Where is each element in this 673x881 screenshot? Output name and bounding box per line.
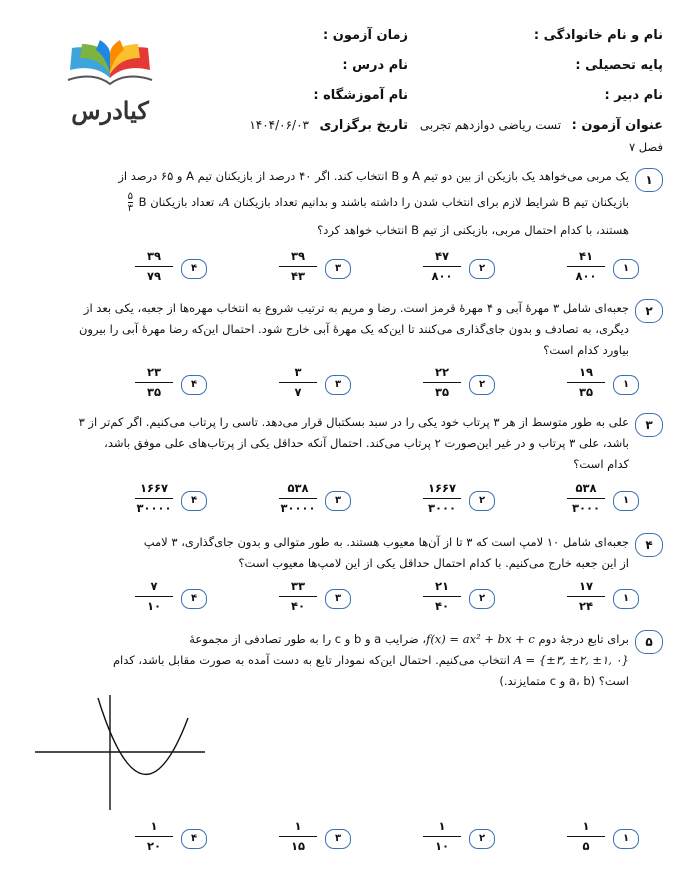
fraction-bar (567, 266, 605, 267)
fraction-bar (135, 498, 173, 499)
option-fraction (421, 578, 463, 615)
option-fraction (133, 248, 175, 285)
question-1-variable-a: A (221, 195, 230, 209)
option-2-1[interactable] (559, 364, 639, 404)
option-badge: ۴ (181, 589, 207, 609)
option-5-2[interactable] (415, 818, 495, 858)
question-1-line-2-end: ، تعداد بازیکنان B (138, 195, 222, 209)
option-4-1[interactable] (559, 578, 639, 618)
course-label: نام درس : (342, 58, 408, 73)
fraction-numerator: ۳ (294, 365, 302, 379)
school-label: نام آموزشگاه : (313, 88, 408, 103)
fraction-denominator: ۱۰ (434, 839, 450, 854)
question-number-2: ۲ (635, 299, 663, 323)
option-badge: ۱ (613, 829, 639, 849)
option-badge: ۱ (613, 375, 639, 395)
fraction-denominator: ۴۰ (434, 599, 450, 614)
option-fraction (565, 480, 607, 517)
fraction-denominator: ۴۳ (290, 269, 306, 284)
fraction-denominator: ۲۴ (578, 599, 594, 614)
exam-title-label: عنوان آزمون : (571, 118, 663, 133)
option-fraction (277, 818, 319, 855)
question-1-line-1: یک مربی می‌خواهد یک بازیکن از بین دو تیم A و B انتخاب کند. اگر ۴۰ درصد از بازیکنان تیم A و ۶۵ درصد از (118, 169, 629, 183)
question-5-line-1 (31, 629, 629, 650)
question-5-line-2-text: انتخاب می‌کنیم. احتمال این‌که نمودار تابع به دست آمده به صورت مقابل باشد، کدام (112, 653, 510, 667)
question-4-line-1: جعبه‌ای شامل ۱۰ لامپ است که ۳ تا از آن‌ها معیوب هستند. به طور متوالی و بدون جای‌گذاری، ۳ لامپ (143, 535, 629, 549)
option-3-4[interactable] (127, 480, 207, 520)
fraction-bar (567, 382, 605, 383)
question-5-line-2 (31, 650, 629, 671)
fraction-denominator: ۸۰۰ (431, 269, 453, 284)
fraction-numerator: ۱۶۶۷ (139, 481, 169, 495)
fraction-denominator: ۳۰۰۰ (571, 501, 601, 516)
logo (60, 38, 160, 128)
option-fraction (133, 818, 175, 855)
question-1-inline-frac-den: ۳ (127, 203, 133, 214)
option-fraction (421, 818, 463, 855)
option-fraction (133, 578, 175, 615)
option-badge: ۱ (613, 491, 639, 511)
book-logo-icon (60, 38, 160, 90)
teacher-label: نام دبیر : (604, 88, 663, 103)
question-number-1: ۱ (635, 168, 663, 192)
fraction-numerator: ۲۳ (146, 365, 162, 379)
fraction-numerator: ۲۲ (434, 365, 450, 379)
fraction-denominator: ۷ (294, 385, 302, 400)
question-1-inline-frac-num: ۵ (127, 191, 133, 202)
question-5-line-1-end: ، ضرایب a و b و c را به طور تصادفی از مجموعهٔ (189, 632, 427, 646)
question-5-line-3: است؟ (a، b و c متمایزند.) (499, 674, 629, 688)
option-fraction (565, 818, 607, 855)
fraction-numerator: ۱۶۶۷ (427, 481, 457, 495)
question-5-function-formula: f(x) = ax² + bx + c (426, 632, 535, 646)
option-badge: ۲ (469, 829, 495, 849)
fraction-numerator: ۱ (294, 819, 302, 833)
option-fraction (277, 364, 319, 401)
option-5-4[interactable] (127, 818, 207, 858)
fraction-bar (279, 596, 317, 597)
fraction-denominator: ۳۵ (146, 385, 162, 400)
question-1-line-2-start: بازیکنان تیم B شرایط لازم برای انتخاب شدن را داشته باشند و بدانیم تعداد بازیکنان (233, 195, 629, 209)
exam-date-value: ۱۴۰۴/۰۶/۰۳ (249, 118, 309, 132)
question-text-4 (31, 532, 629, 574)
option-fraction (565, 364, 607, 401)
question-5-line-1-start: برای تابع درجهٔ دوم (538, 632, 629, 646)
option-2-4[interactable] (127, 364, 207, 404)
fraction-numerator: ۱ (150, 819, 158, 833)
option-2-3[interactable] (271, 364, 351, 404)
question-text-3 (31, 412, 629, 475)
option-3-1[interactable] (559, 480, 639, 520)
question-3-line-2: باشد، علی ۳ پرتاب و در غیر این‌صورت ۲ پرتاب می‌کند. احتمال آنکه حداقل یکی از پرتاب‌های علی موفق باشد، (104, 436, 629, 450)
option-fraction (421, 364, 463, 401)
question-text-5 (31, 629, 629, 692)
fraction-bar (423, 382, 461, 383)
option-badge: ۳ (325, 491, 351, 511)
fraction-denominator: ۳۵ (434, 385, 450, 400)
fraction-bar (135, 836, 173, 837)
option-fraction (565, 578, 607, 615)
fraction-bar (423, 498, 461, 499)
fraction-bar (135, 596, 173, 597)
fraction-numerator: ۳۳ (290, 579, 306, 593)
fraction-numerator: ۱ (438, 819, 446, 833)
fraction-numerator: ۵۳۸ (575, 481, 597, 495)
question-number-4: ۴ (635, 533, 663, 557)
fraction-numerator: ۵۳۸ (287, 481, 309, 495)
fraction-bar (567, 596, 605, 597)
fraction-bar (279, 498, 317, 499)
fraction-bar (423, 596, 461, 597)
option-fraction (133, 480, 175, 517)
option-2-2[interactable] (415, 364, 495, 404)
question-1-line-3: هستند، با کدام احتمال مربی، بازیکنی از تیم B انتخاب خواهد کرد؟ (317, 223, 629, 237)
fraction-denominator: ۸۰۰ (575, 269, 597, 284)
fraction-bar (135, 382, 173, 383)
fraction-numerator: ۲۱ (434, 579, 450, 593)
option-fraction (421, 480, 463, 517)
option-badge: ۳ (325, 259, 351, 279)
option-badge: ۴ (181, 491, 207, 511)
option-badge: ۱ (613, 259, 639, 279)
option-badge: ۴ (181, 829, 207, 849)
option-badge: ۲ (469, 491, 495, 511)
fraction-denominator: ۵ (582, 839, 590, 854)
option-badge: ۲ (469, 259, 495, 279)
fraction-bar (423, 836, 461, 837)
fraction-bar (279, 836, 317, 837)
fraction-bar (567, 836, 605, 837)
logo-text: کیادرس (71, 96, 149, 125)
option-fraction (565, 248, 607, 285)
fraction-denominator: ۱۵ (290, 839, 306, 854)
option-3-3[interactable] (271, 480, 351, 520)
fraction-numerator: ۴۱ (578, 249, 594, 263)
option-badge: ۳ (325, 375, 351, 395)
time-label: زمان آزمون : (323, 28, 408, 43)
option-badge: ۱ (613, 589, 639, 609)
question-number-3: ۳ (635, 413, 663, 437)
option-fraction (277, 578, 319, 615)
fraction-denominator: ۷۹ (146, 269, 162, 284)
fraction-bar (279, 382, 317, 383)
fraction-bar (423, 266, 461, 267)
question-1-inline-fraction (128, 191, 133, 214)
question-2-line-1: جعبه‌ای شامل ۳ مهرهٔ آبی و ۴ مهرهٔ قرمز است. رضا و مریم به ترتیب شروع به انتخاب مهره‌ها از جعبه، یکی بعد از (83, 301, 629, 315)
exam-date-label: تاریخ برگزاری (319, 118, 408, 133)
fraction-numerator: ۱ (582, 819, 590, 833)
exam-date (249, 118, 408, 133)
option-4-3[interactable] (271, 578, 351, 618)
fraction-numerator: ۱۷ (578, 579, 594, 593)
grade-label: پایه تحصیلی : (575, 58, 663, 73)
fraction-bar (135, 266, 173, 267)
fraction-denominator: ۲۰ (146, 839, 162, 854)
option-fraction (277, 480, 319, 517)
fraction-denominator: ۳۵ (578, 385, 594, 400)
question-4-line-2: از این جعبه خارج می‌کنیم. با کدام احتمال حداقل یکی از این لامپ‌ها معیوب است؟ (238, 556, 629, 570)
option-fraction (277, 248, 319, 285)
option-1-2[interactable] (415, 248, 495, 288)
fraction-numerator: ۴۷ (434, 249, 450, 263)
option-badge: ۳ (325, 589, 351, 609)
question-text-2 (31, 298, 629, 361)
fraction-bar (279, 266, 317, 267)
fraction-denominator: ۱۰ (146, 599, 162, 614)
question-1-line-2 (31, 191, 629, 214)
option-fraction (133, 364, 175, 401)
exam-title-value: تست ریاضی دوازدهم تجربی (419, 118, 562, 132)
fraction-numerator: ۳۹ (290, 249, 306, 263)
exam-title (420, 118, 663, 133)
fraction-denominator: ۳۰۰۰ (427, 501, 457, 516)
fraction-numerator: ۱۹ (578, 365, 594, 379)
fraction-denominator: ۳۰۰۰۰ (280, 501, 316, 516)
option-1-4[interactable] (127, 248, 207, 288)
fraction-denominator: ۳۰۰۰۰ (136, 501, 172, 516)
option-3-2[interactable] (415, 480, 495, 520)
option-1-3[interactable] (271, 248, 351, 288)
option-badge: ۲ (469, 589, 495, 609)
chapter-label: فصل ۷ (628, 140, 663, 154)
fraction-numerator: ۳۹ (146, 249, 162, 263)
question-2-line-2: دیگری، به تصادف و بدون جای‌گذاری می‌کنند تا این‌که یک مهرهٔ آبی خارج شود. احتمال این‌که رضا مهرهٔ آبی را بیرون (78, 322, 629, 336)
option-4-2[interactable] (415, 578, 495, 618)
question-2-line-3: بیاورد کدام است؟ (543, 343, 629, 357)
option-1-1[interactable] (559, 248, 639, 288)
question-text-1 (31, 166, 629, 241)
parabola-graph (30, 690, 210, 815)
option-fraction (421, 248, 463, 285)
question-3-line-1: علی به طور متوسط از هر ۳ پرتاب خود یکی را در سبد بسکتبال قرار می‌دهد. تاسی را پرتاب می‌کنیم. اگر کم‌تر از ۳ (78, 415, 629, 429)
option-5-3[interactable] (271, 818, 351, 858)
option-5-1[interactable] (559, 818, 639, 858)
question-number-5: ۵ (635, 630, 663, 654)
name-label: نام و نام خانوادگی : (533, 28, 663, 43)
fraction-denominator: ۴۰ (290, 599, 306, 614)
option-badge: ۴ (181, 259, 207, 279)
graph-parabola-curve (98, 698, 188, 774)
option-4-4[interactable] (127, 578, 207, 618)
question-3-line-3: کدام است؟ (573, 457, 629, 471)
option-badge: ۴ (181, 375, 207, 395)
fraction-bar (567, 498, 605, 499)
option-badge: ۲ (469, 375, 495, 395)
fraction-numerator: ۷ (150, 579, 158, 593)
question-5-set-formula: A = {±۳, ±۲, ±۱, ۰} (513, 653, 629, 667)
option-badge: ۳ (325, 829, 351, 849)
